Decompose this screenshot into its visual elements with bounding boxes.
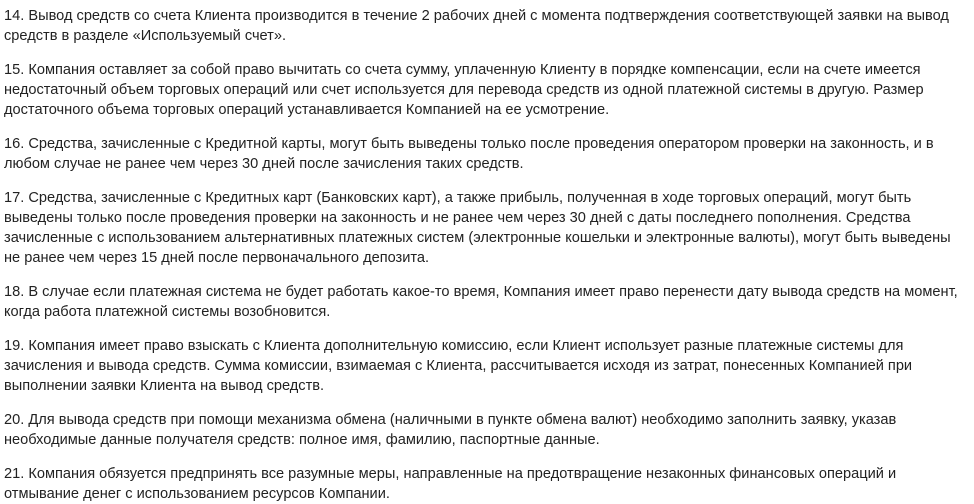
clause-17: 17. Средства, зачисленные с Кредитных карт (Банковских карт), а также прибыль, полученная в ходе торговых операций, могут быть выведены только после проведения проверки на законность и не ранее чем через 30 дней с даты последнего пополнения. Средства зачисленные с использованием альтернативных платежных систем (электронные кошельки и электронные валюты), могут быть выведены не ранее чем через 15 дней после первоначального депозита. [4, 190, 951, 266]
clause-18: 18. В случае если платежная система не будет работать какое-то время, Компания имеет право перенести дату вывода средств на момент, когда работа платежной системы возобновится. [4, 284, 958, 320]
clause-20: 20. Для вывода средств при помощи механизма обмена (наличными в пункте обмена валют) необходимо заполнить заявку, указав необходимые данные получателя средств: полное имя, фамилию, паспортные данные. [4, 412, 897, 448]
clause-16: 16. Средства, зачисленные с Кредитной карты, могут быть выведены только после проведения оператором проверки на законность, и в любом случае не ранее чем через 30 дней после зачисления таких средств. [4, 136, 934, 172]
clause-15: 15. Компания оставляет за собой право вычитать со счета сумму, уплаченную Клиенту в порядке компенсации, если на счете имеется недостаточный объем торговых операций или счет используется для перевода средств из одной платежной системы в другую. Размер достаточного объема торговых операций устанавливается Компанией на ее усмотрение. [4, 62, 924, 118]
clause-14: 14. Вывод средств со счета Клиента производится в течение 2 рабочих дней с момента подтверждения соответствующей заявки на вывод средств в разделе «Используемый счет». [4, 8, 949, 44]
clause-21: 21. Компания обязуется предпринять все разумные меры, направленные на предотвращение незаконных финансовых операций и отмывание денег с использованием ресурсов Компании. [4, 466, 897, 502]
clause-19: 19. Компания имеет право взыскать с Клиента дополнительную комиссию, если Клиент использует разные платежные системы для зачисления и вывода средств. Сумма комиссии, взимаемая с Клиента, рассчитывается исходя из затрат, понесенных Компанией при выполнении заявки Клиента на вывод средств. [4, 338, 913, 394]
